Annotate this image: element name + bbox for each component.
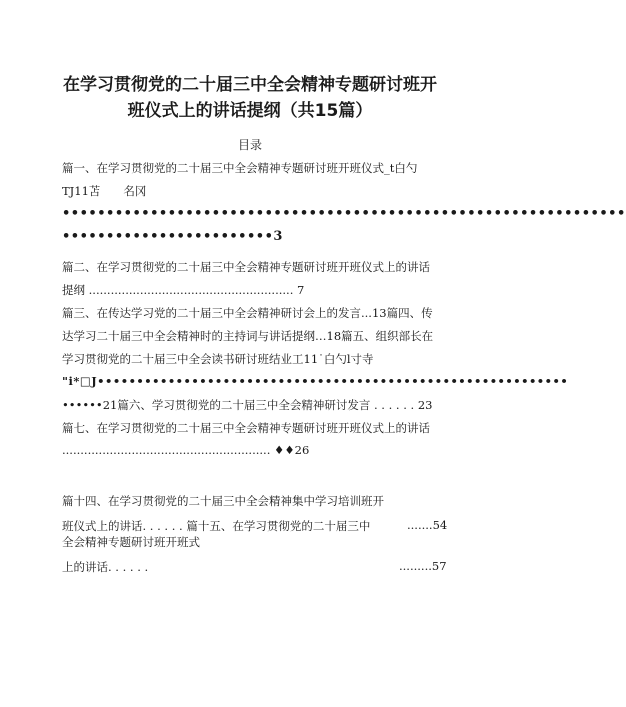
document-title-line-1: 在学习贯彻党的二十届三中全会精神专题研讨班开 [63,75,437,95]
toc-leader-page: ••••••••••••••••••••••••3 [62,229,283,244]
toc-page-57: .........57 [399,559,447,573]
toc-entry-3: 篇三、在传达学习党的二十届三中全会精神研讨会上的发言...13篇四、传 [62,306,433,320]
toc-entry-7-cont: ......................................................... ♦♦26 [62,443,310,457]
toc-entry-2: 篇二、在学习贯彻党的二十届三中全会精神专题研讨班开班仪式上的讲话 [62,260,430,274]
toc-heading: 目录 [237,138,262,152]
document-title-line-2: 班仪式上的讲话提纲（共15篇） [127,101,373,121]
toc-entry-7: 篇七、在学习贯彻党的二十届三中全会精神专题研讨班开班仪式上的讲话 [62,421,430,435]
toc-entry-4: 达学习二十届三中全会精神时的主持词与讲话提纲…18篇五、组织部长在 [62,329,434,343]
toc-entry-15-cont: 全会精神专题研讨班开班式 [62,535,200,549]
toc-entry-14: 篇十四、在学习贯彻党的二十届三中全会精神集中学习培训班开 [62,494,384,508]
toc-entry-6: ••••••21篇六、学习贯彻党的二十届三中全会精神研讨发言 . . . . . . 23 [62,398,433,412]
toc-entry-1-cont: TJ11苫 名冈 [62,184,147,198]
toc-entry-1: 篇一、在学习贯彻党的二十届三中全会精神专题研讨班开班仪式_t白勺 [62,161,418,175]
toc-entry-5: 学习贯彻党的二十届三中全会读书研讨班结业工11˙白勺l寸寺 [62,352,374,366]
toc-entry-2-cont: 提纲 ........................................................ 7 [62,283,305,297]
toc-leader-dots: •••••••••••••••••••••••••••••••••••••••••••••••••••••••••••••••• [62,206,626,221]
toc-entry-5-dots: "i*□J•••••••••••••••••••••••••••••••••••••••••••••••••••••••••••• [62,374,569,388]
toc-entry-15-end: 上的讲话. . . . . . [62,560,149,574]
toc-page-54: .......54 [407,518,448,532]
toc-entry-14-cont: 班仪式上的讲话. . . . . . 篇十五、在学习贯彻党的二十届三中 [62,519,371,533]
